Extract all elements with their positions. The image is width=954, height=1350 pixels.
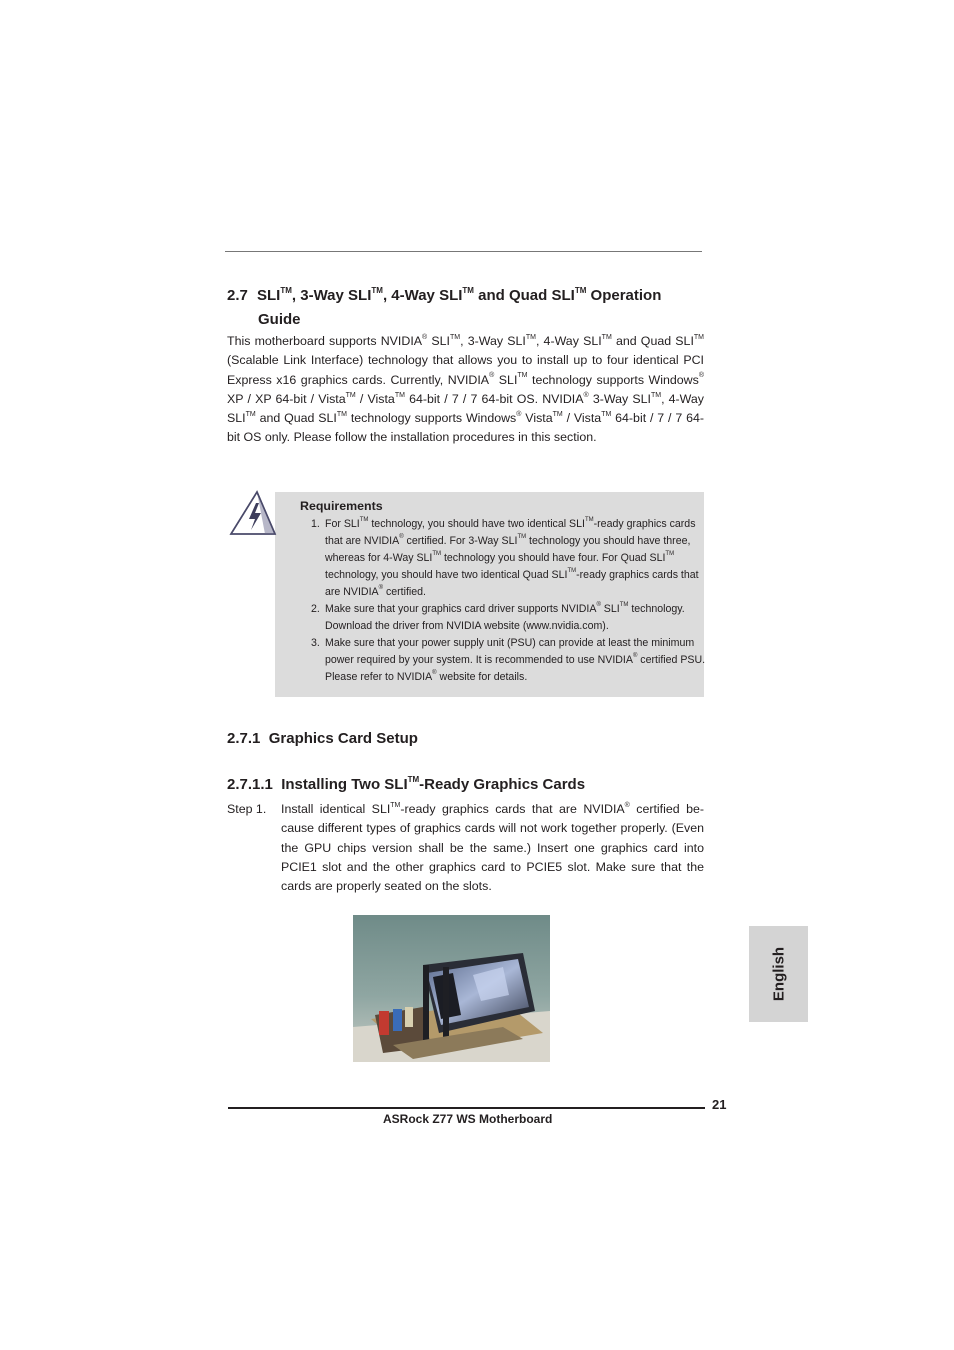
requirements-list: [309, 516, 706, 686]
warning-triangle-icon: [229, 489, 277, 537]
footer-rule: [228, 1107, 705, 1109]
subsubsection-heading: 2.7.1.1 Installing Two SLI™-Ready Graphics Cards: [227, 775, 586, 793]
section-heading: 2.7 SLI™, 3-Way SLI™, 4-Way SLI™ and Quad SLI™ Operation Guide: [227, 286, 662, 328]
list-item: 1. For SLI™ technology, you should have two identical SLI™-ready graphics cards that are NVIDIA® certified. For 3-Way SLI™ technology you should have three, whereas for 4-Way SLI™ technology you should have four. For Quad SLI™ technology, you should have two identical Quad SLI™-ready graphics cards that are NVIDIA® certified.: [311, 517, 699, 598]
subsection-heading: 2.7.1 Graphics Card Setup: [227, 730, 418, 747]
step-label: Step 1.: [227, 802, 267, 816]
list-item: 3. Make sure that your power supply unit (PSU) can provide at least the minimum power required by your system. It is recommended to use NVIDIA® certified PSU. Please refer to NVIDIA® website for details.: [311, 637, 706, 683]
section-number: 2.7: [227, 287, 248, 304]
requirements-title: Requirements: [300, 499, 383, 513]
intro-paragraph: This motherboard supports NVIDIA® SLI™, 3-Way SLI™, 4-Way SLI™ and Quad SLI™ (Scalable Link Interface) technology that allows you to install up to four identical PCI Express x16 graphics cards. Currently, NVIDIA® SLI™ technology supports Windows® XP / XP 64-bit / Vista™ / Vista™ 64-bit / 7 / 7 64-bit OS. NVIDIA® 3-Way SLI™, 4-Way SLI™ and Quad SLI™ technology supports Windows® Vista™ / Vista™ 64-bit / 7 / 7 64-bit OS only. Please follow the installation procedures in this section.: [227, 333, 705, 445]
step-text: Install identical SLI™-ready graphics cards that are NVIDIA® certified be-cause different types of graphics cards will not work together properly. (Even the GPU chips version shall be the same.) Insert one graphics card into PCIE1 slot and the other graphics card to PCIE5 slot. Make sure that the cards are properly seated on the slots.: [281, 801, 704, 894]
header-rule: [225, 251, 702, 252]
language-tab: English: [749, 926, 808, 1022]
section-title-line2: Guide: [258, 311, 301, 328]
list-item: 2. Make sure that your graphics card driver supports NVIDIA® SLI™ technology. Download the driver from NVIDIA website (www.nvidia.com).: [311, 602, 685, 632]
footer-text: ASRock Z77 WS Motherboard: [383, 1112, 553, 1126]
graphics-cards-photo: [353, 915, 550, 1062]
page-number: 21: [712, 1097, 727, 1112]
